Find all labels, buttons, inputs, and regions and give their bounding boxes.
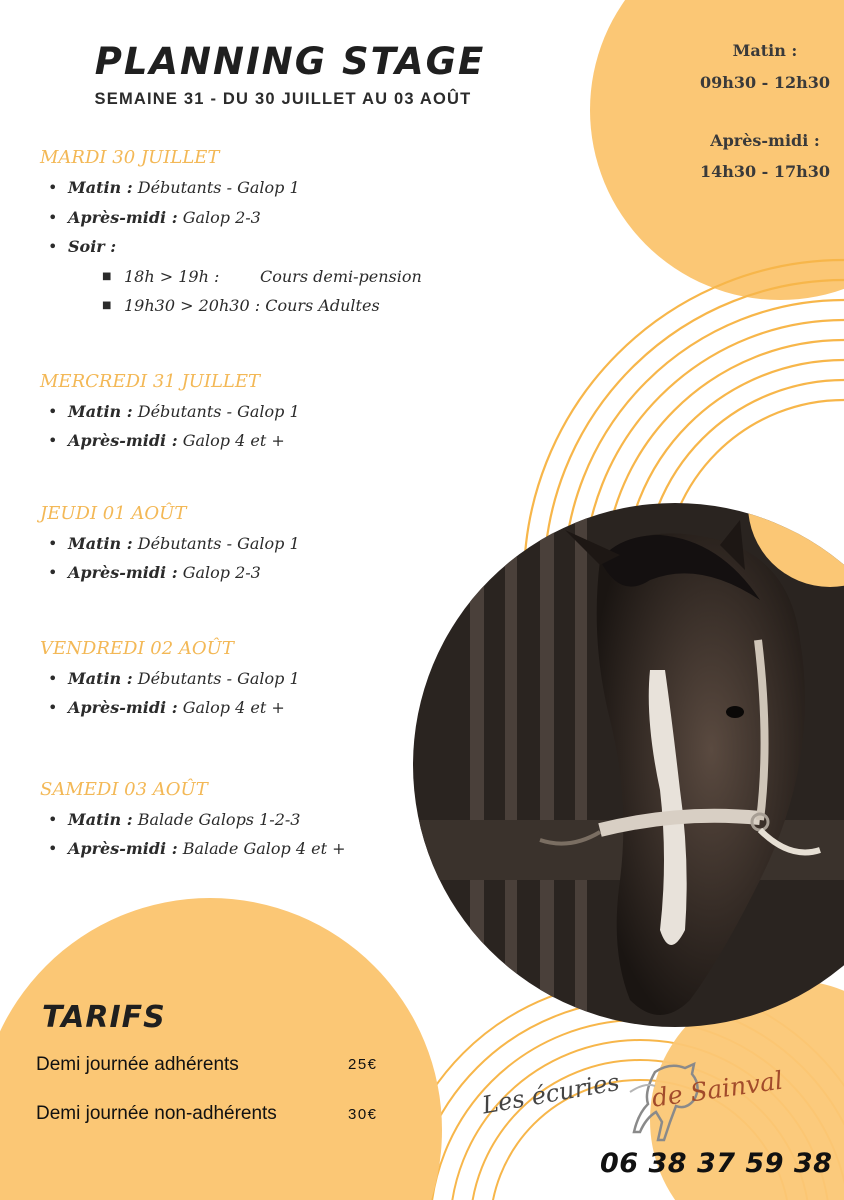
bullet-icon: • <box>48 401 58 421</box>
day-title: JEUDI 01 AOÛT <box>40 502 187 524</box>
day-block <box>40 143 470 321</box>
session-item <box>40 805 470 835</box>
day-block <box>40 634 470 723</box>
evening-text: Cours demi-pension <box>260 266 422 286</box>
tarif-price: 30€ <box>348 1106 378 1123</box>
session-key: Matin : <box>68 401 133 421</box>
bullet-icon: • <box>48 839 58 858</box>
session-text: Balade Galops 1-2-3 <box>132 809 301 829</box>
bullet-icon: • <box>48 207 58 227</box>
session-text: Galop 4 et + <box>177 698 285 717</box>
session-text: Débutants - Galop 1 <box>132 401 300 421</box>
day-title: MARDI 30 JUILLET <box>40 147 220 168</box>
bullet-icon: • <box>48 698 58 717</box>
session-text: Débutants - Galop 1 <box>132 178 300 197</box>
square-bullet-icon: ■ <box>102 300 112 311</box>
evening-text: Cours Adultes <box>265 296 380 315</box>
session-item <box>40 203 470 233</box>
session-item <box>40 558 470 588</box>
session-text: Balade Galop 4 et + <box>177 839 346 858</box>
session-item <box>40 664 470 694</box>
session-key: Matin : <box>68 809 133 829</box>
logo-line1: Les écuries <box>480 1067 622 1120</box>
day-block <box>40 775 470 864</box>
session-item <box>40 693 470 723</box>
bullet-icon: • <box>48 563 58 582</box>
session-text: Galop 2-3 <box>177 563 261 582</box>
phone-number[interactable]: 06 38 37 59 38 <box>600 1148 833 1179</box>
session-item <box>40 529 470 559</box>
session-key: Après-midi : <box>68 431 178 450</box>
tarifs-title: TARIFS <box>42 1000 166 1035</box>
day-title: SAMEDI 03 AOÛT <box>40 778 208 800</box>
bottom-left-circle <box>0 898 442 1200</box>
tarif-label: Demi journée non-adhérents <box>36 1103 277 1124</box>
session-text: Galop 4 et + <box>177 431 285 450</box>
club-logo <box>480 1052 820 1156</box>
bullet-icon: • <box>48 809 58 829</box>
session-item <box>40 426 470 456</box>
afternoon-hours-time: 14h30 - 17h30 <box>699 162 831 181</box>
session-text: Galop 2-3 <box>177 207 261 227</box>
page-title: PLANNING STAGE <box>94 40 486 83</box>
session-key: Soir : <box>68 237 117 256</box>
page-subtitle: SEMAINE 31 - DU 30 JUILLET AU 03 AOÛT <box>94 90 472 108</box>
bullet-icon: • <box>48 533 58 553</box>
bullet-icon: • <box>48 237 58 256</box>
bullet-icon: • <box>48 178 58 197</box>
day-title: MERCREDI 31 JUILLET <box>40 370 261 392</box>
bullet-icon: • <box>48 431 58 450</box>
session-key: Après-midi : <box>68 698 178 717</box>
session-key: Matin : <box>68 533 133 553</box>
session-text: Débutants - Galop 1 <box>132 533 300 553</box>
day-block <box>40 499 470 588</box>
session-key: Après-midi : <box>68 839 178 858</box>
day-block <box>40 367 470 456</box>
tarif-label: Demi journée adhérents <box>36 1054 239 1075</box>
logo-line2: de Sainval <box>650 1065 785 1113</box>
morning-hours-label: Matin : <box>732 41 798 60</box>
afternoon-hours-label: Après-midi : <box>710 131 820 150</box>
session-key: Matin : <box>68 178 133 197</box>
session-key: Matin : <box>68 668 133 688</box>
evening-item <box>40 262 470 292</box>
evening-time: 19h30 > 20h30 : <box>124 296 261 315</box>
session-item <box>40 397 470 427</box>
bullet-icon: • <box>48 668 58 688</box>
session-item <box>40 834 470 864</box>
session-text: Débutants - Galop 1 <box>132 668 300 688</box>
session-key: Après-midi : <box>68 207 178 227</box>
session-item <box>40 173 470 203</box>
tarif-price: 25€ <box>348 1056 378 1073</box>
evening-item <box>40 291 470 321</box>
morning-hours-time: 09h30 - 12h30 <box>699 73 831 92</box>
evening-time: 18h > 19h : <box>124 266 220 286</box>
day-title: VENDREDI 02 AOÛT <box>40 637 234 659</box>
schedule <box>40 143 470 864</box>
session-key: Après-midi : <box>68 563 178 582</box>
session-item <box>40 232 470 262</box>
square-bullet-icon: ■ <box>102 270 112 282</box>
